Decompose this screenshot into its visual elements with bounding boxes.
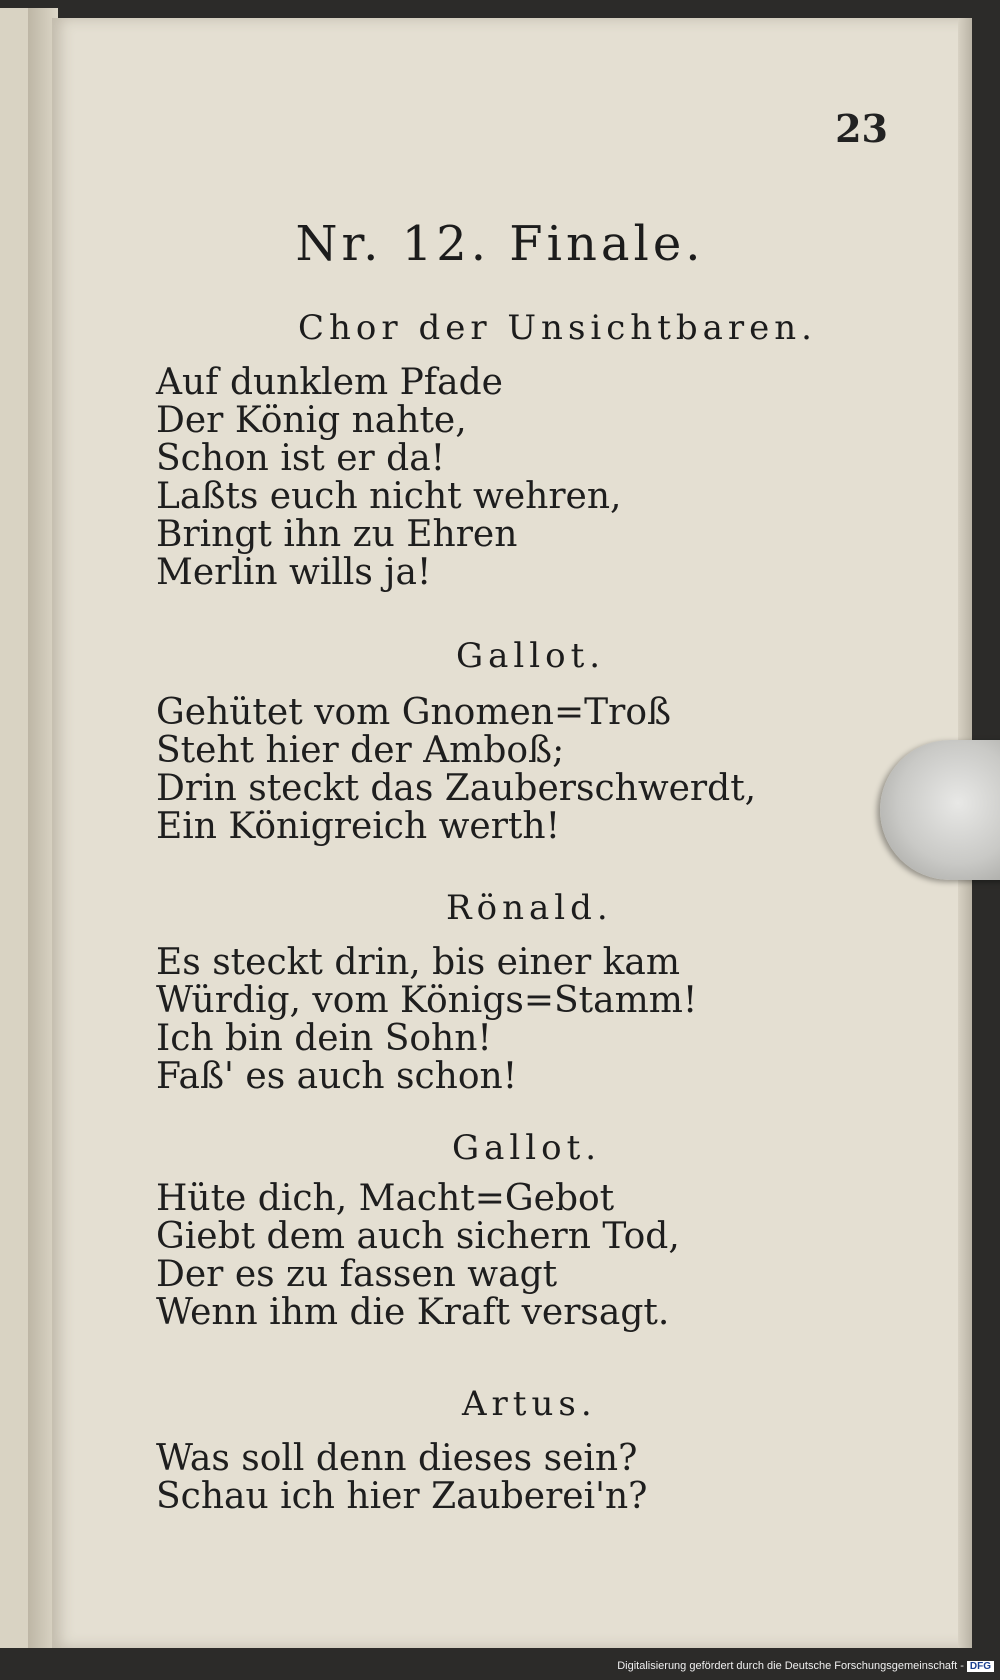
verse-line: Was soll denn dieses sein? (156, 1438, 638, 1479)
verse-line: Der es zu fassen wagt (156, 1254, 558, 1295)
verse-line: Gehütet vom Gnomen=Troß (156, 692, 672, 733)
digitization-credit (617, 1660, 994, 1672)
verse-line: Es steckt drin, bis einer kam (156, 942, 681, 983)
verse-line: Schon ist er da! (156, 438, 446, 479)
verse-line: Bringt ihn zu Ehren (156, 514, 518, 555)
page-number: 23 (835, 106, 888, 151)
verse-line: Steht hier der Amboß; (156, 730, 565, 771)
verse-line: Laßts euch nicht wehren, (156, 476, 622, 517)
speaker-heading: Artus. (462, 1384, 597, 1424)
speaker-heading: Rönald. (446, 888, 613, 928)
verse-line: Ich bin dein Sohn! (156, 1018, 492, 1059)
credit-text: Digitalisierung gefördert durch die Deutsche Forschungsgemeinschaft - (617, 1660, 964, 1672)
verse-line: Wenn ihm die Kraft versagt. (156, 1292, 670, 1333)
speaker-heading: Gallot. (456, 636, 606, 676)
verse-line: Hüte dich, Macht=Gebot (156, 1178, 615, 1219)
speaker-heading: Gallot. (452, 1128, 602, 1168)
verse-line: Der König nahte, (156, 400, 467, 441)
stanza (156, 944, 697, 1096)
verse-line: Merlin wills ja! (156, 552, 432, 593)
stanza (156, 1440, 647, 1516)
dfg-logo-icon: DFG (967, 1661, 994, 1672)
verse-line: Schau ich hier Zauberei'n? (156, 1476, 648, 1517)
stanza (156, 694, 756, 846)
stanza (156, 1180, 680, 1332)
verse-line: Würdig, vom Königs=Stamm! (156, 980, 698, 1021)
speaker-heading: Chor der Unsichtbaren. (298, 308, 817, 348)
verse-line: Giebt dem auch sichern Tod, (156, 1216, 680, 1257)
verse-line: Auf dunklem Pfade (156, 362, 503, 403)
stanza (156, 364, 622, 592)
page-title: Nr. 12. Finale. (295, 216, 705, 272)
verse-line: Drin steckt das Zauberschwerdt, (156, 768, 757, 809)
verse-line: Ein Königreich werth! (156, 806, 561, 847)
verse-line: Faß' es auch schon! (156, 1056, 518, 1097)
